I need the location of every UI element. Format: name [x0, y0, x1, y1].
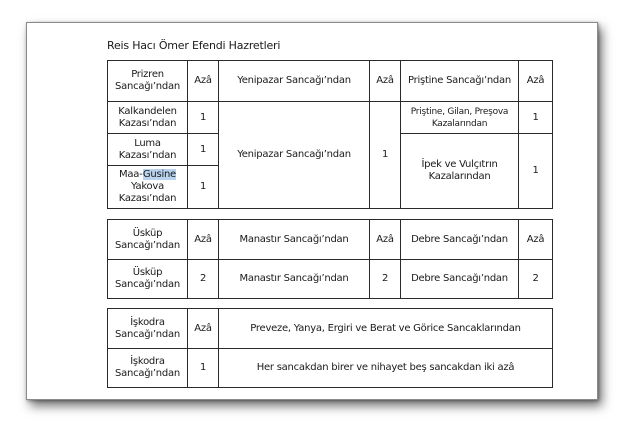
header-aza: Azâ [519, 61, 553, 102]
cell-sancak-note: Her sancakdan birer ve nihayet beş sancakdan iki azâ [219, 349, 553, 388]
text-selection-highlight[interactable]: Gusine [142, 169, 176, 180]
cell-aza: 1 [519, 134, 553, 209]
cell-aza: 1 [188, 349, 219, 388]
header-aza: Azâ [188, 309, 219, 349]
header-aza: Azâ [188, 61, 219, 102]
table-header-row [108, 220, 553, 260]
table-uskup-manastir-debre [107, 219, 553, 299]
cell-aza: 1 [188, 102, 219, 134]
table-row [108, 260, 553, 299]
header-preveze-yanya-ergiri-berat-gorice: Preveze, Yanya, Ergiri ve Berat ve Görice Sancaklarından [219, 309, 553, 349]
cell-kalkandelen: Kalkandelen Kazası’ndan [108, 102, 188, 134]
text-maa-prefix: Maa- [119, 169, 143, 180]
cell-aza: 2 [188, 260, 219, 299]
header-uskup: Üsküp Sancağı’ndan [108, 220, 188, 260]
cell-iskodra: İşkodra Sancağı’ndan [108, 349, 188, 388]
cell-uskup: Üsküp Sancağı’ndan [108, 260, 188, 299]
table-row [108, 102, 553, 134]
header-debre: Debre Sancağı’ndan [401, 220, 519, 260]
table-prizren-yenipazar-pristine [107, 60, 553, 209]
cell-yenipazar: Yenipazar Sancağı’ndan [219, 102, 370, 209]
header-aza: Azâ [188, 220, 219, 260]
cell-ipek-vulcitrin: İpek ve Vulçıtrın Kazalarından [401, 134, 519, 209]
header-aza: Azâ [370, 220, 401, 260]
cell-maa-gusine-yakova [108, 166, 188, 209]
table-iskodra-preveze [107, 308, 553, 388]
header-yenipazar: Yenipazar Sancağı’ndan [219, 61, 370, 102]
cell-manastir: Manastır Sancağı’ndan [219, 260, 370, 299]
document-page [26, 22, 598, 400]
cell-aza: 2 [370, 260, 401, 299]
text-yakova-suffix: Yakova Kazası’ndan [118, 181, 177, 204]
table-header-row [108, 309, 553, 349]
document-title: Reis Hacı Ömer Efendi Hazretleri [107, 39, 281, 52]
cell-aza: 1 [519, 102, 553, 134]
header-manastir: Manastır Sancağı’ndan [219, 220, 370, 260]
header-prizren: Prizren Sancağı’ndan [108, 61, 188, 102]
cell-aza: 1 [188, 134, 219, 166]
cell-aza: 1 [370, 102, 401, 209]
cell-aza: 1 [188, 166, 219, 209]
table-row [108, 349, 553, 388]
cell-pristine-gilan-presova: Priştine, Gilan, Preşova Kazalarından [401, 102, 519, 134]
cell-luma: Luma Kazası’ndan [108, 134, 188, 166]
cell-debre: Debre Sancağı’ndan [401, 260, 519, 299]
header-aza: Azâ [519, 220, 553, 260]
header-aza: Azâ [370, 61, 401, 102]
header-pristine: Priştine Sancağı’ndan [401, 61, 519, 102]
table-header-row [108, 61, 553, 102]
cell-aza: 2 [519, 260, 553, 299]
header-iskodra: İşkodra Sancağı’ndan [108, 309, 188, 349]
